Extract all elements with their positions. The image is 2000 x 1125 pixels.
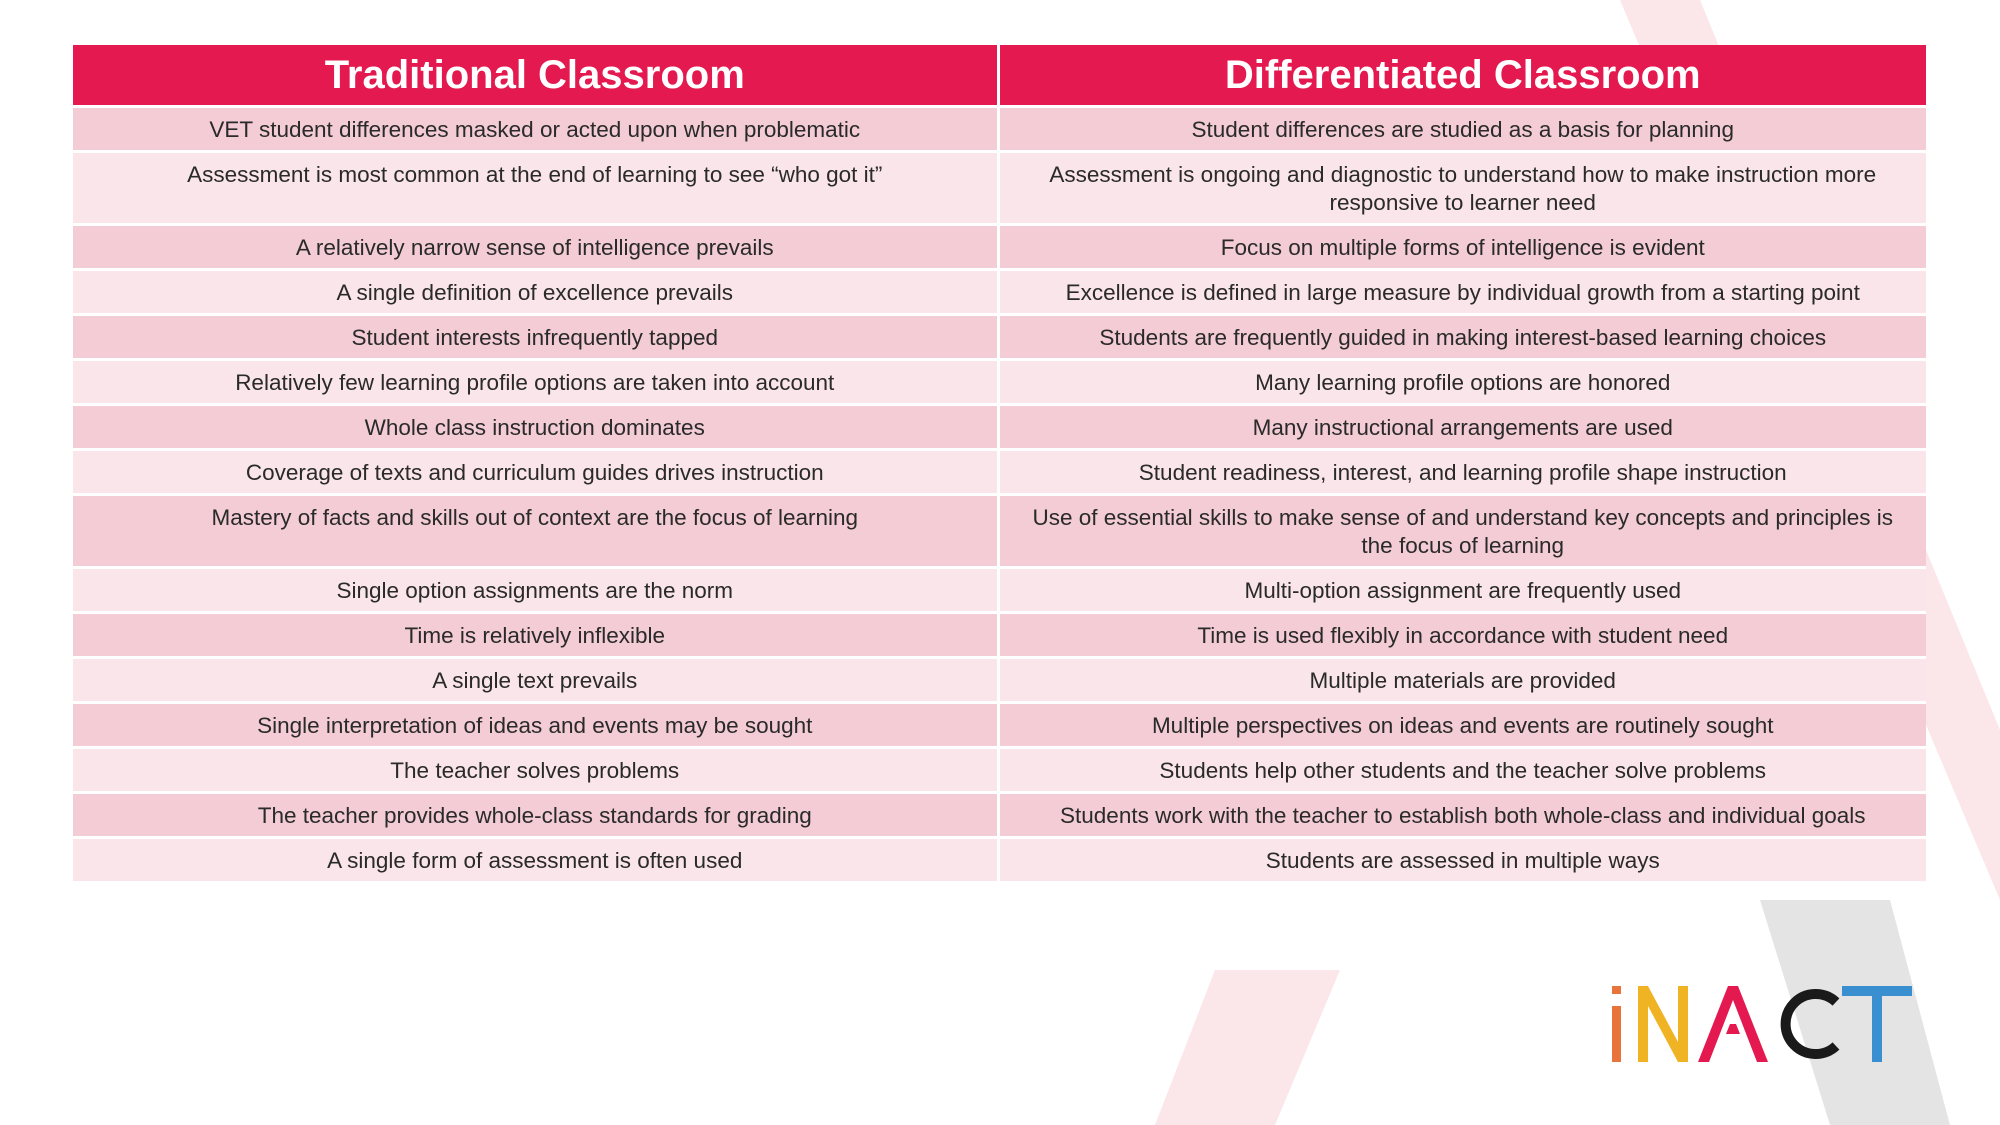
differentiated-cell: Student readiness, interest, and learning profile shape instruction [998,450,1926,495]
traditional-cell: Relatively few learning profile options are taken into account [73,360,998,405]
traditional-cell: Whole class instruction dominates [73,405,998,450]
table-row [73,360,1926,405]
table-row [73,152,1926,225]
table-row [73,658,1926,703]
traditional-cell: The teacher provides whole-class standards for grading [73,793,998,838]
table-body [73,107,1926,882]
header-differentiated: Differentiated Classroom [998,45,1926,107]
header-traditional: Traditional Classroom [73,45,998,107]
traditional-cell: Assessment is most common at the end of learning to see “who got it” [73,152,998,225]
differentiated-cell: Students are assessed in multiple ways [998,838,1926,882]
table-row [73,838,1926,882]
inact-logo [1608,984,1913,1064]
table-row [73,793,1926,838]
table-row [73,613,1926,658]
traditional-cell: Single interpretation of ideas and events may be sought [73,703,998,748]
differentiated-cell: Students help other students and the teacher solve problems [998,748,1926,793]
traditional-cell: A single form of assessment is often used [73,838,998,882]
traditional-cell: The teacher solves problems [73,748,998,793]
traditional-cell: Student interests infrequently tapped [73,315,998,360]
differentiated-cell: Many learning profile options are honored [998,360,1926,405]
differentiated-cell: Use of essential skills to make sense of and understand key concepts and principles is the focus of learning [998,495,1926,568]
table-row [73,107,1926,152]
table-row [73,450,1926,495]
differentiated-cell: Multiple materials are provided [998,658,1926,703]
differentiated-cell: Focus on multiple forms of intelligence is evident [998,225,1926,270]
differentiated-cell: Excellence is defined in large measure by individual growth from a starting point [998,270,1926,315]
table-row [73,495,1926,568]
deco-stripe-bottom [1155,970,1340,1125]
table-row [73,568,1926,613]
traditional-cell: Time is relatively inflexible [73,613,998,658]
table-row [73,270,1926,315]
differentiated-cell: Students are frequently guided in making interest-based learning choices [998,315,1926,360]
traditional-cell: Coverage of texts and curriculum guides drives instruction [73,450,998,495]
table-row [73,748,1926,793]
differentiated-cell: Multiple perspectives on ideas and events are routinely sought [998,703,1926,748]
comparison-table [73,45,1926,881]
differentiated-cell: Many instructional arrangements are used [998,405,1926,450]
differentiated-cell: Time is used flexibly in accordance with student need [998,613,1926,658]
table-row [73,405,1926,450]
differentiated-cell: Assessment is ongoing and diagnostic to understand how to make instruction more responsive to learner need [998,152,1926,225]
traditional-cell: A single definition of excellence prevails [73,270,998,315]
differentiated-cell: Multi-option assignment are frequently used [998,568,1926,613]
traditional-cell: Single option assignments are the norm [73,568,998,613]
traditional-cell: Mastery of facts and skills out of context are the focus of learning [73,495,998,568]
traditional-cell: A single text prevails [73,658,998,703]
table-header-row [73,45,1926,107]
differentiated-cell: Students work with the teacher to establish both whole-class and individual goals [998,793,1926,838]
differentiated-cell: Student differences are studied as a basis for planning [998,107,1926,152]
table-row [73,225,1926,270]
table-row [73,315,1926,360]
traditional-cell: A relatively narrow sense of intelligence prevails [73,225,998,270]
traditional-cell: VET student differences masked or acted upon when problematic [73,107,998,152]
table-row [73,703,1926,748]
